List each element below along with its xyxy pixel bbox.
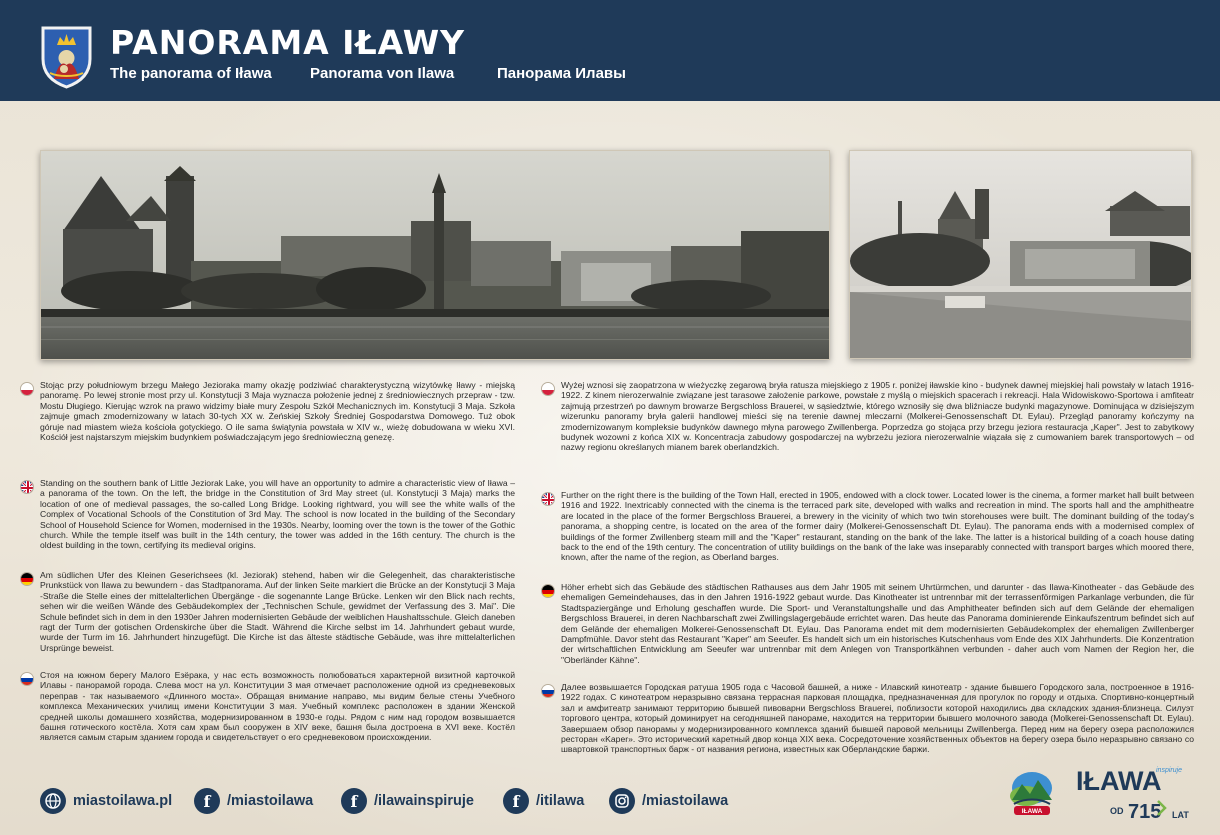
ilawa-city-logo xyxy=(1008,758,1198,824)
subtitle-russian: Панорама Илавы xyxy=(497,65,626,82)
paragraph-english: Standing on the southern bank of Little Jeziorak Lake, you will have an opportunity to admire a characteristic view of Iława – a panorama of the town. On the left, the bridge in the Constitution of 3rd May street (ul. Konstytucji 3 Maja) marks the location of one of medieval passages, the so-called Long Bridge. Looking rightward, you will see the white walls of the Complex of Vocational Schools of the Constitution of 3rd May. The school is now located in the building of the Secondary School of Household Science for Women, modernised in the 1930s. Nearby, looming over the town is the tower of the Gothic church. While the temple itself was built in the 14th century, the tower was added in the 16th century. The church is the oldest building in the town, certifying its medieval origins. xyxy=(40,478,515,551)
website-link[interactable] xyxy=(40,783,172,819)
russia-flag-icon xyxy=(20,672,34,686)
uk-flag-icon xyxy=(20,480,34,494)
paragraph-russian: Стоя на южном берегу Малого Езёрака, у нас есть возможность полюбоваться характерной визитной карточкой Илавы - панорамой города. Слева мост на ул. Конституции 3 мая отмечает расположение одной из средневековых переправ - так называемого «Длинного моста». Обращая внимание направо, мы видим белые стены Учебного комплекса Механических училищ имени Конституции 3 мая. Учебный комплекс расположен в здании Женской средней школы домашнего хозяйства, модернизированном в 1930-е годы. Рядом с ним над городом возвышается башня готического костёла. Хотя сам храм был сооружен в XIV веке, башня была достроена в XVI веке. Костёл является самым старым зданием города и свидетельствует о его средневековом происхождении. xyxy=(40,670,515,743)
text-block-pl xyxy=(20,380,515,480)
paragraph-english-2: Further on the right there is the building of the Town Hall, erected in 1905, endowed with a clock tower. Located lower is the cinema, a former market hall built between 1916 and 1922. Inextricably connected with the cinema is the terraced park site, developed with walks and recreation in mind. The sports hall and the amphitheatre are located in the place of the former Bergschloss Brauerei, a brewery in the vicinity of which two twin storehouses were built. The dominant building of the today's panorama, a shopping centre, is located on the area of the former dairy (Molkerei-Genossenschaft Dt. Eylau). The panorama ends with a modernised complex of buildings of the former Zwillenberg steam mill and the "Kaper" restaurant, standing on the bank of the lake. The latter is a historical building of a coach house dating back to the end of the 19th century. The concentration of utility buildings on the bank of the lake was inseparably connected with transport barges which moored there, known, after the name of the region, as Oberland barges. xyxy=(561,490,1194,563)
facebook-icon: f xyxy=(341,788,367,814)
website-label: miastoilawa.pl xyxy=(73,793,173,809)
paragraph-german-2: Höher erhebt sich das Gebäude des städtischen Rathauses aus dem Jahr 1905 mit seinem Uhrtürmchen, und darunter - das Ilawa-Kinotheater - das Gebäude des ehemaligen Gemeindehauses, das in den Jahren 1916-1922 gebaut wurde. Das Kinotheater ist untrennbar mit der terrassenförmigen Parkanlage verbunden, die für Stadtspaziergänge und Erholung geschaffen wurde. Die Sport- und Veranstaltungshalle und das Amphitheater befinden sich auf dem Gelände der ehemaligen Bergschloss Brauerei, in deren Nachbarschaft zwei Zwillingslagergebäude errichtet waren. Das heute das Panorama dominierende Einkaufszentrum befindet sich auf dem Gelände der ehemaligen Molkerei-Genossenschaft Dt. Eylau. Das Panorama endet mit dem modernisierten Gebäudekomplex der ehemaligen Zwillenberger Dampfmühle. Davor steht das Restaurant "Kaper" am Seeufer. Es handelt sich um ein historisches Kutschenhaus vom Ende des XIX Jahrhunderts. Die Konzentration der wirtschaftlichen Entwicklung am Seeufer war untrennbar mit dem Anlegen von Transportkähnen verbunden - daher auch vom Namen der Region her, die "Oberländer Kähne". xyxy=(561,582,1194,665)
russia-flag-icon xyxy=(541,684,555,698)
ilawa-coat-of-arms-icon xyxy=(40,25,93,89)
text-block-de xyxy=(20,570,515,666)
subtitle-german: Panorama von Ilawa xyxy=(310,65,455,82)
paragraph-russian-2: Далее возвышается Городская ратуша 1905 года с Часовой башней, а ниже - Илавский кинотеатр - здание бывшего Городского зала, построенное в 1916-1922 годах. С кинотеатром неразрывно связана террасная парковая площадка, предназначенная для прогулок по городу и отдыха. Спортивно-концертный зал и амфитеатр занимают территорию бывшей пивоварни Bergschloss Brauerei, поблизости которой находились два складских здания-близнеца. Силуэт торгового центра, который доминирует на сегодняшней панораме, находится на территории бывшего молочного завода (Molkerei-Genossenschaft Dt. Eylau). Завершаем обзор панорамы у модернизированного комплекса зданий бывшей паровой мельницы Zwillenberga. Перед ним на берегу озера расположился ресторан «Kaper». Это исторический каретный двор конца XIX века. Сосредоточение хозяйственных объектов на берегу озера было неразрывно связано со швартовкой транспортных барж - от названия региона, известных как Оберландские баржи. xyxy=(561,682,1194,755)
logo-tagline: inspiruje xyxy=(1156,767,1183,774)
germany-flag-icon xyxy=(541,584,555,598)
globe-icon xyxy=(40,788,66,814)
germany-flag-icon xyxy=(20,572,34,586)
facebook-link-2[interactable] xyxy=(341,783,474,819)
facebook-label-1: /miastoilawa xyxy=(227,793,314,809)
uk-flag-icon xyxy=(541,492,555,506)
facebook-label-3: /itilawa xyxy=(536,793,585,809)
historic-lakeside-photo xyxy=(849,150,1192,359)
text-block-en-2 xyxy=(541,490,1194,584)
facebook-link-3[interactable] xyxy=(503,783,584,819)
page-title: PANORAMA IŁAWY xyxy=(110,23,466,62)
paragraph-polish: Stojąc przy południowym brzegu Małego Jezioraka mamy okazję podziwiać charakterystyczną wizytówkę Iławy - miejską panoramę. Po lewej stronie most przy ul. Konstytucji 3 Maja wyznacza położenie jednej z średniowiecznych przepraw - tzw. Mostu Długiego. Kierując wzrok na prawo widzimy białe mury Zespołu Szkół Mechanicznych im. Konstytucji 3 Maja. Szkoła zajmuje gmach zmodernizowany w latach 30-tych XX w. Żeńskiej Szkoły Średniej Gospodarstwa Domowego. Tuż obok góruje nad miastem wieża kościoła gotyckiego. O ile sama świątynia powstała w XIV w., wieżę dobudowana w wieku XVI. Kościół jest najstarszym miejskim budynkiem poświadczającym jego średniowieczną genezę. xyxy=(40,380,515,443)
text-block-pl-2 xyxy=(541,380,1194,488)
logo-lat: LAT xyxy=(1172,810,1189,820)
logo-od: OD xyxy=(1110,806,1124,816)
text-block-en xyxy=(20,478,515,572)
instagram-label: /miastoilawa xyxy=(642,793,729,809)
logo-years: 715 xyxy=(1128,801,1162,823)
logo-badge-text: IŁAWA xyxy=(1021,808,1043,815)
facebook-icon: f xyxy=(194,788,220,814)
facebook-link-1[interactable] xyxy=(194,783,313,819)
subtitle-english: The panorama of Iława xyxy=(110,65,272,82)
instagram-link[interactable] xyxy=(609,783,728,819)
paragraph-polish-2: Wyżej wznosi się zaopatrzona w wieżyczkę zegarową bryła ratusza miejskiego z 1905 r. poniżej iławskie kino - budynek dawnej miejskiej hali powstały w latach 1916-1922. Z kinem nierozerwalnie związane jest tarasowe założenie parkowe, powstałe z myślą o miejskich spacerach i rekreacji. Hala Widowiskowo-Sportowa i amfiteatr zajmują przestrzeń po dawnym browarze Bergschloss Brauerei, w sąsiedztwie, którego wznosiły się dwa bliźniacze budynki magazynowe. Dominująca w dzisiejszym wizerunku panoramy bryła galerii handlowej mieści się na terenie dawnej mleczarni (Molkerei-Genossenschaft Dt. Eylau). Przegląd panoramy kończymy na zmodernizowanym kompleksie budynków dawnego młyna parowego Zwillenberga. Poprzedza go stojąca przy brzegu jeziora restauracja „Kaper". Jest to zabytkowy budynek wozowni z końca XIX w. Koncentracja zabudowy gospodarczej na wybrzeżu jeziora nierozerwalnie wiązała się z cumowaniem barek transportowych – od nazwy regionu określanych mianem barek oberlandzkich. xyxy=(561,380,1194,453)
poland-flag-icon xyxy=(20,382,34,396)
poland-flag-icon xyxy=(541,382,555,396)
instagram-icon xyxy=(609,788,635,814)
text-block-ru xyxy=(20,670,515,770)
panorama-historic-photo xyxy=(40,150,830,360)
paragraph-german: Am südlichen Ufer des Kleinen Geserichsees (kl. Jeziorak) stehend, haben wir die Gelegenheit, das charakteristische Prunkstück von Ilawa zu bewundern - das Stadtpanorama. Auf der linken Seite markiert die Brücke an der Konstytucji 3 Maja -Straße die Stelle eines der mittelalterlichen Übergänge - die sogenannte Lange Brücke. Lenken wir den Blick nach rechts, sehen wir die weißen Wände des Gebäudekomplex der „Technischen Schule, gewidmet der Verfassung des 3. Mai". Die Schule befindet sich in dem in den 1930er Jahren modernisierten Gebäude der weiblichen Haushaltsschule. Gleich daneben ragt der Turm der gotischen Ordenskirche über die Stadt. Während die Kirche selbst im 14. Jahrhundert gebaut wurde, wurde der Turm im 16. Jahrhundert hinzugefügt. Die Kirche ist das älteste städtische Gebäude, was ihre mittelalterlichen Ursprünge beweist. xyxy=(40,570,515,653)
text-block-de-2 xyxy=(541,582,1194,678)
facebook-icon: f xyxy=(503,788,529,814)
facebook-label-2: /ilawainspiruje xyxy=(374,793,474,809)
logo-wordmark: IŁAWA xyxy=(1076,766,1162,796)
header-bar xyxy=(0,0,1220,101)
